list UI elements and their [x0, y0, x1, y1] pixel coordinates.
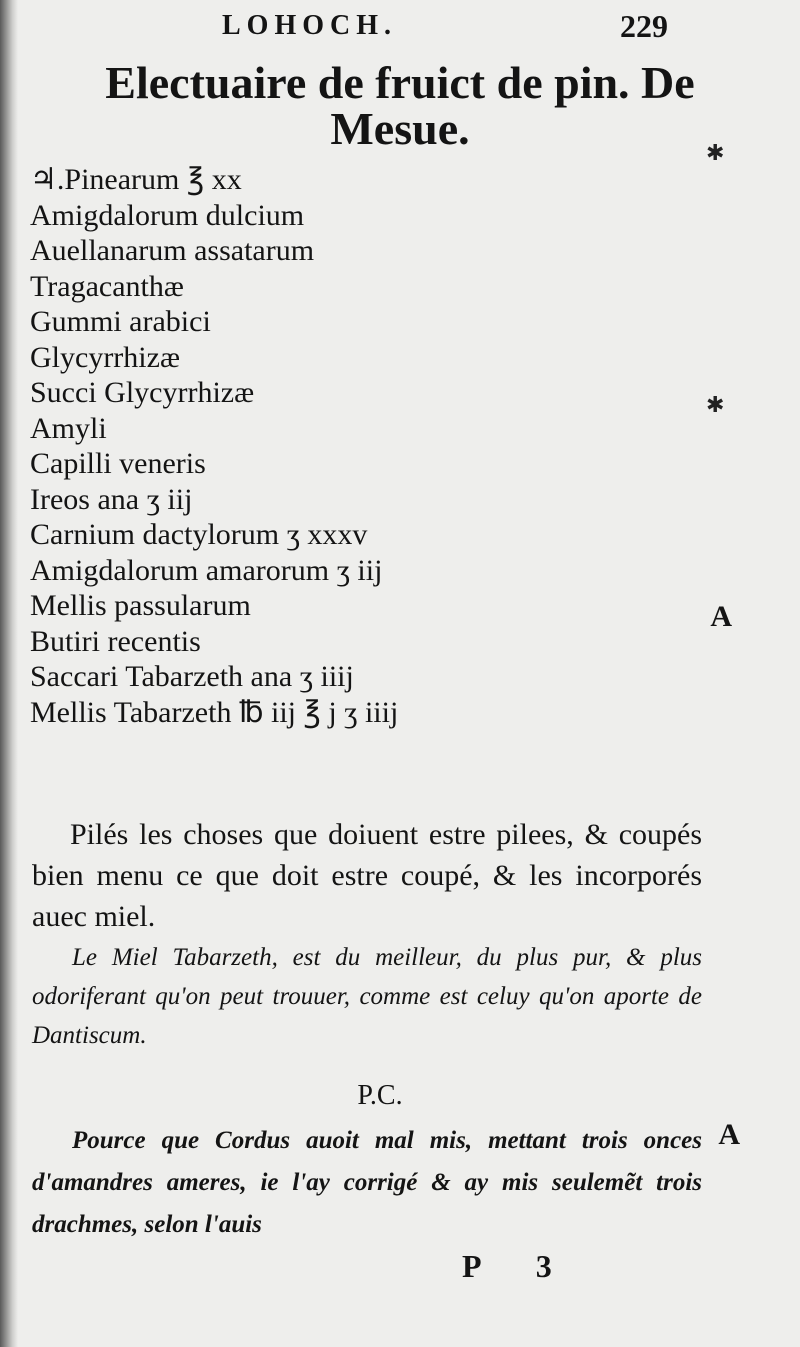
- ingredient-list: [30, 162, 730, 730]
- ingredient-line: Succi Glycyrrhizæ: [30, 376, 255, 409]
- running-head: LOHOCH.: [222, 10, 398, 41]
- ingredient-line: Amyli: [30, 411, 107, 445]
- ingredient-line: Mellis passularum: [30, 589, 251, 622]
- ingredient-line: Capilli veneris: [30, 447, 206, 480]
- ingredient-line: Mellis Tabarzeth ℔ iij ℥ j ʒ iiij: [30, 695, 399, 729]
- ingredient-line: Carnium dactylorum ʒ xxxv: [30, 518, 368, 551]
- instructions-text: Pilés les choses que doiuent estre pilees, & coupés bien menu ce que doit estre coupé, & les incorporés auec miel.: [32, 818, 702, 933]
- ingredient-line: Glycyrrhizæ: [30, 340, 180, 374]
- ingredient-line: Butiri recentis: [30, 624, 201, 658]
- title-line-2: Mesue.: [330, 103, 470, 154]
- ingredient-line: Amigdalorum amarorum ʒ iij: [30, 553, 383, 587]
- preparation-instructions: [32, 814, 702, 937]
- page-number: 229: [620, 8, 668, 44]
- ink-blot-ornament: ✱: [706, 140, 725, 165]
- ingredient-line: Amigdalorum dulcium: [30, 198, 305, 232]
- ingredient-line: Saccari Tabarzeth ana ʒ iiij: [30, 660, 354, 693]
- ingredient-line: Ireos ana ʒ iij: [30, 482, 193, 516]
- page-gutter-shadow: [0, 0, 18, 1347]
- ink-blot-ornament: ✱: [706, 392, 725, 417]
- page-header: [0, 8, 800, 48]
- commentary-heading: P.C.: [357, 1080, 403, 1111]
- honey-note: [32, 938, 702, 1055]
- ingredient-line: Tragacanthæ: [30, 269, 184, 303]
- title-line-1: Electuaire de fruict de pin. De: [105, 57, 695, 108]
- printer-signature: P 3: [462, 1248, 576, 1284]
- commentary-block: [32, 1120, 702, 1246]
- recipe-title: [0, 57, 800, 154]
- margin-note-commentary: A: [718, 1118, 740, 1151]
- ingredient-line: Auellanarum assatarum: [30, 234, 315, 267]
- margin-note-recipe: A: [710, 600, 732, 633]
- ingredient-line: ♃.Pinearum ℥ xx: [30, 163, 242, 196]
- commentary-text: Pource que Cordus auoit mal mis, mettant trois onces d'amandres ameres, ie l'ay corrigé & ay mis seulemẽt trois drachmes, selon l'auis: [32, 1127, 702, 1238]
- ingredient-line: Gummi arabici: [30, 305, 211, 338]
- note-text: Le Miel Tabarzeth, est du meilleur, du plus pur, & plus odoriferant qu'on peut trouuer, comme est celuy qu'on aporte de Dantiscum.: [32, 944, 702, 1049]
